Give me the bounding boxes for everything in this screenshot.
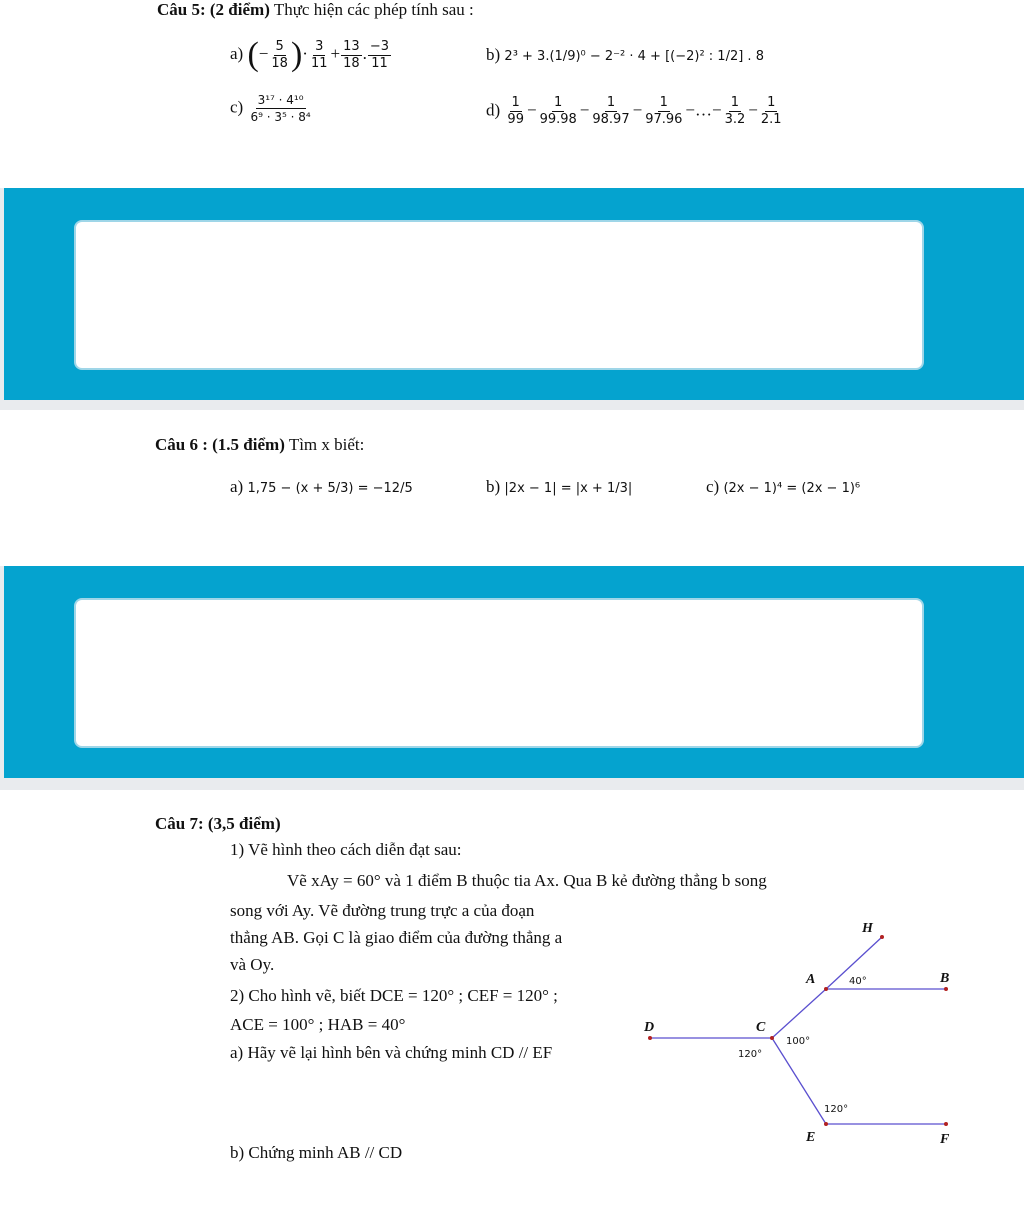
q5-b: b) 2³ + 3.(1/9)⁰ − 2⁻² · 4 + [(−2)² : 1/2] . 8 <box>486 45 764 64</box>
q7-line2: song với Ay. Vẽ đường trung trực a của đoạn <box>230 901 535 920</box>
q5-c: c) $\frac{\text{3¹⁷ · 4¹⁰}}{\text{6⁹ · 3⁵ · 8⁴}}$ <box>230 93 311 124</box>
q7-line4: và Oy. <box>230 955 275 974</box>
geometry-figure <box>630 905 970 1155</box>
q7-heading: Câu 7: (3,5 điểm) <box>155 814 281 833</box>
label-c: C <box>756 1020 766 1035</box>
angle-dce: 120° <box>738 1049 763 1060</box>
angle-hab: 40° <box>849 976 867 987</box>
q6-heading: Câu 6 : (1.5 điểm) Tìm x biết: <box>155 435 365 454</box>
q7-part2-line1: 2) Cho hình vẽ, biết DCE = 120° ; CEF = 120° ; <box>230 986 558 1005</box>
point-f <box>944 1122 948 1126</box>
q7-part2-line2: ACE = 100° ; HAB = 40° <box>230 1015 406 1034</box>
answer-band-2 <box>4 566 1024 778</box>
label-e: E <box>806 1130 816 1145</box>
answer-band-1 <box>4 188 1024 400</box>
point-b <box>944 987 948 991</box>
q5-d: d) $\frac{1}{99}$ − $\frac{1}{99.98}$ − $\frac{1}{98.97}$ − $\frac{1}{97.96}$ −…− $\frac{1}{3.2}$ − $\frac{1}{2.1}$ <box>486 95 782 127</box>
point-e <box>824 1122 828 1126</box>
point-d <box>648 1036 652 1040</box>
q5-heading: Câu 5: (2 điểm) Thực hiện các phép tính sau : <box>157 0 474 19</box>
label-b: B <box>940 971 950 986</box>
angle-ace: 100° <box>786 1036 811 1047</box>
label-d: D <box>644 1020 655 1035</box>
segment-ce <box>772 1038 826 1124</box>
segment-ac <box>772 989 826 1038</box>
q6-c: c) (2x − 1)⁴ = (2x − 1)⁶ <box>706 477 861 496</box>
q7-part-a: a) Hãy vẽ lại hình bên và chứng minh CD // EF <box>230 1043 553 1062</box>
label-f: F <box>940 1132 950 1147</box>
answer-box-2[interactable] <box>74 598 924 748</box>
q7-line3: thẳng AB. Gọi C là giao điểm của đường thẳng a <box>230 928 563 947</box>
q5-a: a) (− $\frac{5}{18}$ )· $\frac{3}{11}$ + $\frac{13}{18}$ . $\frac{-3}{11}$ <box>230 36 390 73</box>
answer-box-1[interactable] <box>74 220 924 370</box>
q6-a: a) 1,75 − (x + 5/3) = −12/5 <box>230 477 413 496</box>
question-5-card <box>0 0 1024 188</box>
q7-part-b: b) Chứng minh AB // CD <box>230 1143 403 1162</box>
point-a <box>824 987 828 991</box>
label-h: H <box>862 921 873 936</box>
point-h <box>880 935 884 939</box>
q7-part1: 1) Vẽ hình theo cách diễn đạt sau: <box>230 840 462 859</box>
label-a: A <box>806 972 816 987</box>
q7-line1: Vẽ xAy = 60° và 1 điểm B thuộc tia Ax. Qua B kẻ đường thẳng b song <box>287 871 767 890</box>
angle-cef: 120° <box>824 1104 849 1115</box>
q6-b: b) |2x − 1| = |x + 1/3| <box>486 477 633 496</box>
point-c <box>770 1036 774 1040</box>
